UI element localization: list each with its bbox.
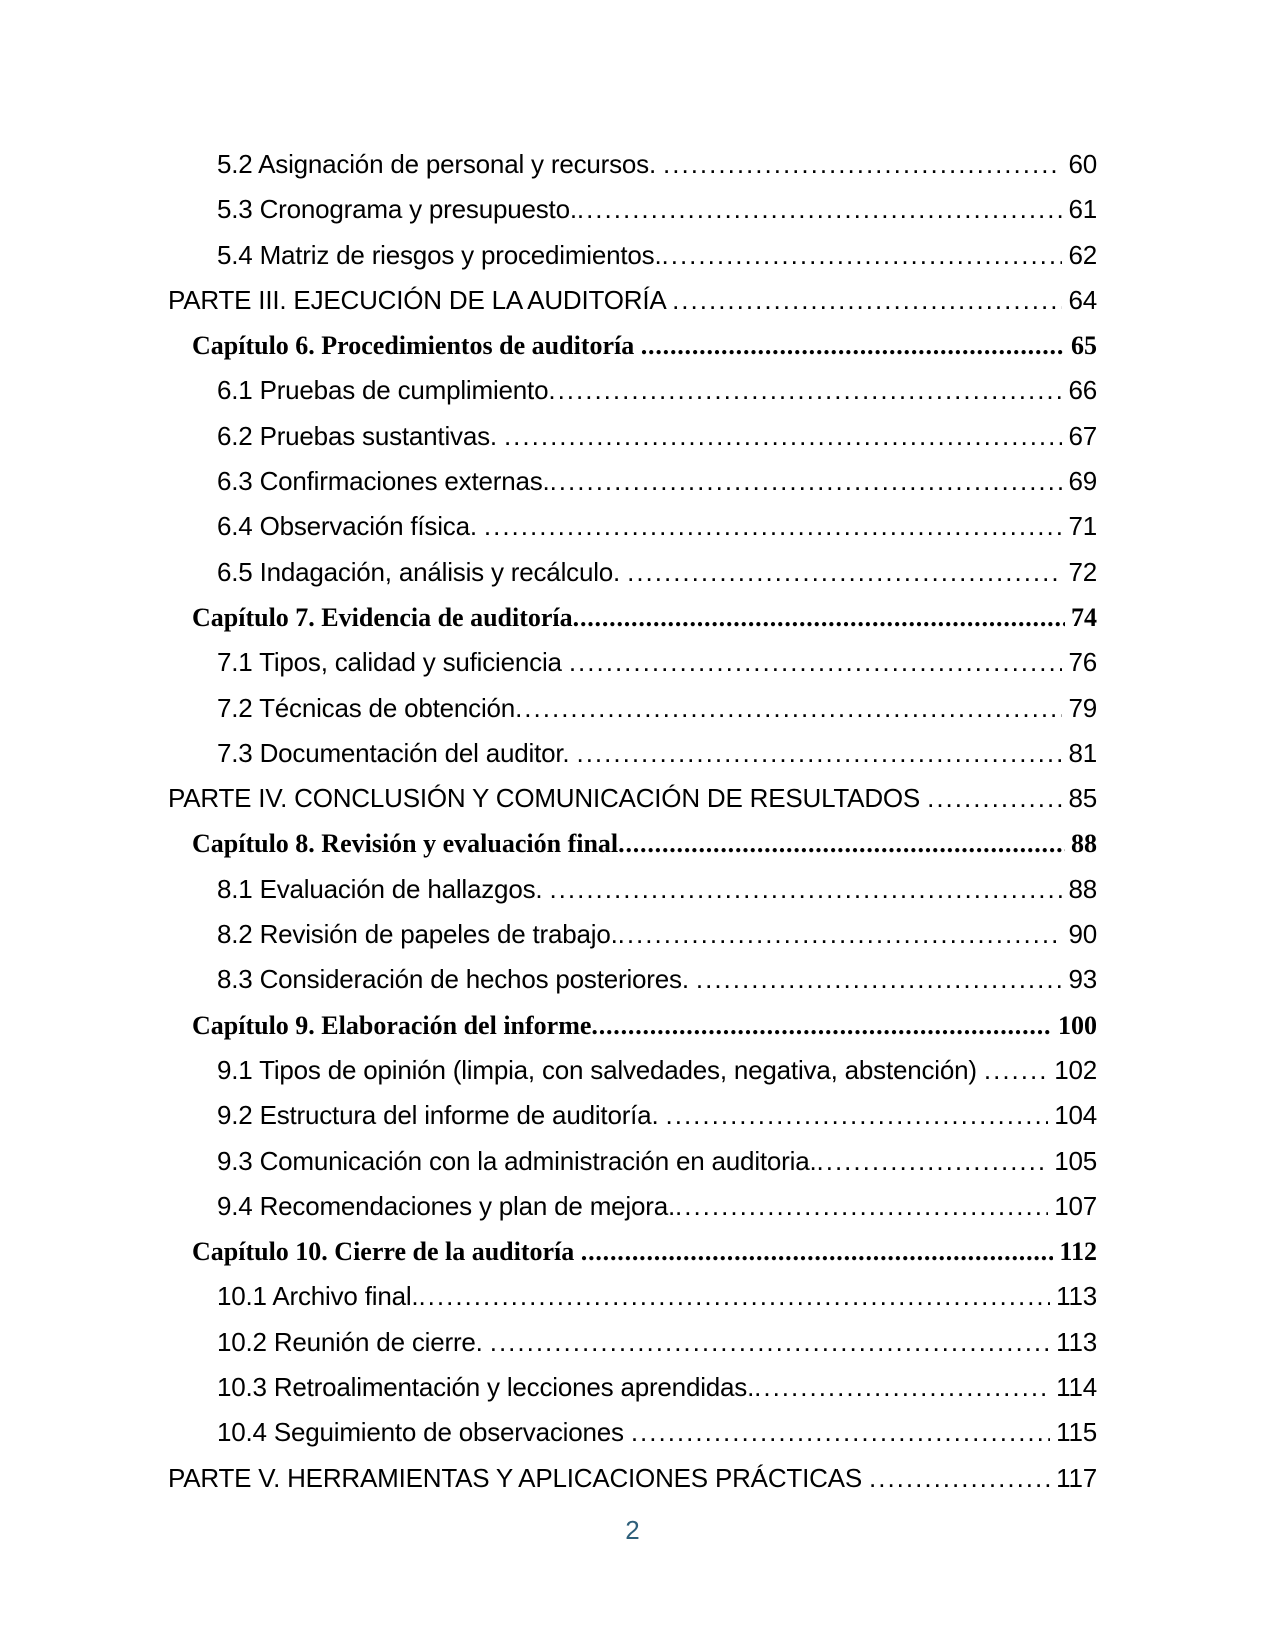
toc-entry-text: Capítulo 7. Evidencia de auditoría	[192, 602, 573, 632]
toc-entry-page-number: 114	[1056, 1372, 1097, 1403]
toc-entry-page-number: 85	[1068, 783, 1097, 814]
toc-entry-text: 7.1 Tipos, calidad y suficiencia	[217, 647, 569, 678]
toc-entry-text: 6.4 Observación física.	[217, 511, 484, 542]
toc-entry[interactable]	[168, 233, 1097, 278]
toc-entry[interactable]	[168, 414, 1097, 459]
toc-entry-text: PARTE III. EJECUCIÓN DE LA AUDITORÍA	[168, 284, 673, 315]
toc-entry[interactable]	[168, 1184, 1097, 1229]
toc-entry-text: 10.2 Reunión de cierre.	[217, 1326, 490, 1357]
toc-entry-page-number: 88	[1071, 829, 1097, 859]
toc-entry-text: 8.2 Revisión de papeles de trabajo.	[217, 919, 618, 950]
dot-leader	[577, 187, 1063, 232]
dot-leader	[672, 278, 1062, 323]
toc-entry-page-number: 67	[1068, 420, 1097, 451]
toc-entry[interactable]	[168, 867, 1097, 912]
toc-entry-text: PARTE IV. CONCLUSIÓN Y COMUNICACIÓN DE RESULTADOS	[168, 783, 928, 814]
toc-entry[interactable]	[168, 278, 1097, 323]
dot-leader	[754, 1365, 1050, 1410]
toc-entry-text: 9.3 Comunicación con la administración en auditoria.	[217, 1145, 817, 1176]
toc-entry[interactable]	[168, 731, 1097, 776]
toc-entry-page-number: 69	[1068, 466, 1097, 497]
toc-entry[interactable]	[168, 187, 1097, 232]
toc-entry-text: 10.1 Archivo final.	[217, 1281, 419, 1312]
dot-leader	[696, 957, 1063, 1002]
toc-entry-text: 9.4 Recomendaciones y plan de mejora.	[217, 1190, 675, 1221]
dot-leader	[618, 912, 1063, 957]
toc-entry[interactable]	[168, 1410, 1097, 1455]
dot-leader	[662, 233, 1063, 278]
toc-entry-text: 5.4 Matriz de riesgos y procedimientos.	[217, 239, 662, 270]
toc-entry-text: 8.3 Consideración de hechos posteriores.	[217, 964, 696, 995]
toc-entry-page-number: 102	[1054, 1054, 1097, 1085]
toc-entry[interactable]	[168, 912, 1097, 957]
page-number-footer: 2	[625, 1514, 640, 1545]
dot-leader	[490, 1320, 1050, 1365]
toc-entry[interactable]	[168, 550, 1097, 595]
toc-entry[interactable]	[168, 1093, 1097, 1138]
toc-entry-page-number: 90	[1068, 919, 1097, 950]
toc-entry-page-number: 72	[1068, 556, 1097, 587]
dot-leader	[515, 686, 1062, 731]
toc-entry-text: 6.5 Indagación, análisis y recálculo.	[217, 556, 628, 587]
dot-leader	[581, 1229, 1054, 1274]
toc-entry-text: 6.1 Pruebas de cumplimiento	[217, 375, 549, 406]
toc-entry-page-number: 65	[1071, 331, 1097, 361]
dot-leader	[927, 776, 1062, 821]
dot-leader	[627, 550, 1062, 595]
toc-entry-page-number: 113	[1056, 1326, 1097, 1357]
toc-entry-page-number: 64	[1068, 284, 1097, 315]
toc-entry-text: Capítulo 10. Cierre de la auditoría	[192, 1237, 581, 1267]
dot-leader	[576, 731, 1062, 776]
dot-leader	[484, 504, 1063, 549]
toc-entry[interactable]	[168, 640, 1097, 685]
dot-leader	[549, 867, 1062, 912]
dot-leader	[631, 1410, 1050, 1455]
toc-entry[interactable]	[168, 504, 1097, 549]
toc-entry[interactable]	[168, 1229, 1097, 1274]
dot-leader	[618, 821, 1065, 866]
dot-leader	[569, 640, 1063, 685]
toc-entry-text: 5.3 Cronograma y presupuesto.	[217, 194, 577, 225]
toc-entry-page-number: 88	[1068, 873, 1097, 904]
toc-entry-text: 10.4 Seguimiento de observaciones	[217, 1417, 631, 1448]
toc-entry[interactable]	[168, 1274, 1097, 1319]
toc-entry-page-number: 66	[1068, 375, 1097, 406]
toc-entry-page-number: 115	[1056, 1417, 1097, 1448]
toc-entry-text: 5.2 Asignación de personal y recursos.	[217, 149, 664, 179]
toc-entry-text: 8.1 Evaluación de hallazgos.	[217, 873, 550, 904]
toc-entry-page-number: 93	[1068, 964, 1097, 995]
toc-entry[interactable]	[168, 595, 1097, 640]
dot-leader	[573, 595, 1065, 640]
dot-leader	[666, 1093, 1049, 1138]
dot-leader	[418, 1274, 1050, 1319]
dot-leader	[663, 142, 1062, 187]
toc-entry-text: Capítulo 6. Procedimientos de auditoría	[192, 331, 641, 361]
toc-entry-page-number: 117	[1056, 1462, 1097, 1493]
toc-entry-text: Capítulo 9. Elaboración del informe	[192, 1010, 592, 1040]
toc-entry[interactable]	[168, 1139, 1097, 1184]
dot-leader	[675, 1184, 1048, 1229]
toc-entry-page-number: 104	[1054, 1100, 1097, 1131]
toc-entry-page-number: 100	[1058, 1010, 1097, 1040]
toc-entry[interactable]	[168, 957, 1097, 1002]
toc-entry-page-number: 62	[1068, 239, 1097, 270]
toc-entry-text: 9.1 Tipos de opinión (limpia, con salvedades, negativa, abstención)	[217, 1054, 984, 1085]
toc-entry[interactable]	[168, 1320, 1097, 1365]
toc-entry-page-number: 113	[1056, 1281, 1097, 1312]
toc-entry-page-number: 107	[1054, 1190, 1097, 1221]
toc-entry[interactable]	[168, 821, 1097, 866]
toc-entry-text: 6.3 Confirmaciones externas.	[217, 466, 550, 497]
toc-entry-page-number: 112	[1059, 1237, 1097, 1267]
toc-entry-text: 10.3 Retroalimentación y lecciones aprendidas.	[217, 1372, 755, 1403]
toc-entry-text: 7.3 Documentación del auditor.	[217, 737, 577, 768]
toc-entry[interactable]	[168, 1456, 1097, 1501]
toc-entry-text: Capítulo 8. Revisión y evaluación final	[192, 829, 619, 859]
dot-leader	[591, 1003, 1052, 1048]
toc-entry[interactable]	[168, 323, 1097, 368]
toc-entry-page-number: 79	[1068, 692, 1097, 723]
toc-entry-page-number: 61	[1068, 194, 1097, 225]
toc-entry[interactable]	[168, 459, 1097, 504]
toc-entry-page-number: 71	[1068, 511, 1097, 542]
toc-entry-text: 7.2 Técnicas de obtención	[217, 692, 516, 723]
dot-leader	[817, 1139, 1049, 1184]
toc-entry[interactable]	[168, 368, 1097, 413]
toc-entry-text: PARTE V. HERRAMIENTAS Y APLICACIONES PRÁCTICAS	[168, 1462, 869, 1493]
dot-leader	[504, 414, 1063, 459]
toc-entry[interactable]	[168, 776, 1097, 821]
dot-leader	[550, 459, 1063, 504]
toc-entry[interactable]	[168, 142, 1097, 187]
toc-entry[interactable]	[168, 1003, 1097, 1048]
dot-leader	[641, 323, 1065, 368]
toc-entry-page-number: 60	[1068, 149, 1097, 179]
dot-leader	[548, 368, 1062, 413]
toc-entry-page-number: 76	[1068, 647, 1097, 678]
toc-entry-page-number: 105	[1054, 1145, 1097, 1176]
toc-entry-page-number: 74	[1071, 602, 1097, 632]
dot-leader	[869, 1456, 1050, 1501]
toc-entry-page-number: 81	[1068, 737, 1097, 768]
toc-entry[interactable]	[168, 1048, 1097, 1093]
toc-entry[interactable]	[168, 1365, 1097, 1410]
toc-entry-text: 6.2 Pruebas sustantivas.	[217, 420, 504, 451]
dot-leader	[984, 1048, 1048, 1093]
table-of-contents	[168, 142, 1097, 1501]
toc-entry[interactable]	[168, 686, 1097, 731]
toc-entry-text: 9.2 Estructura del informe de auditoría.	[217, 1100, 666, 1131]
